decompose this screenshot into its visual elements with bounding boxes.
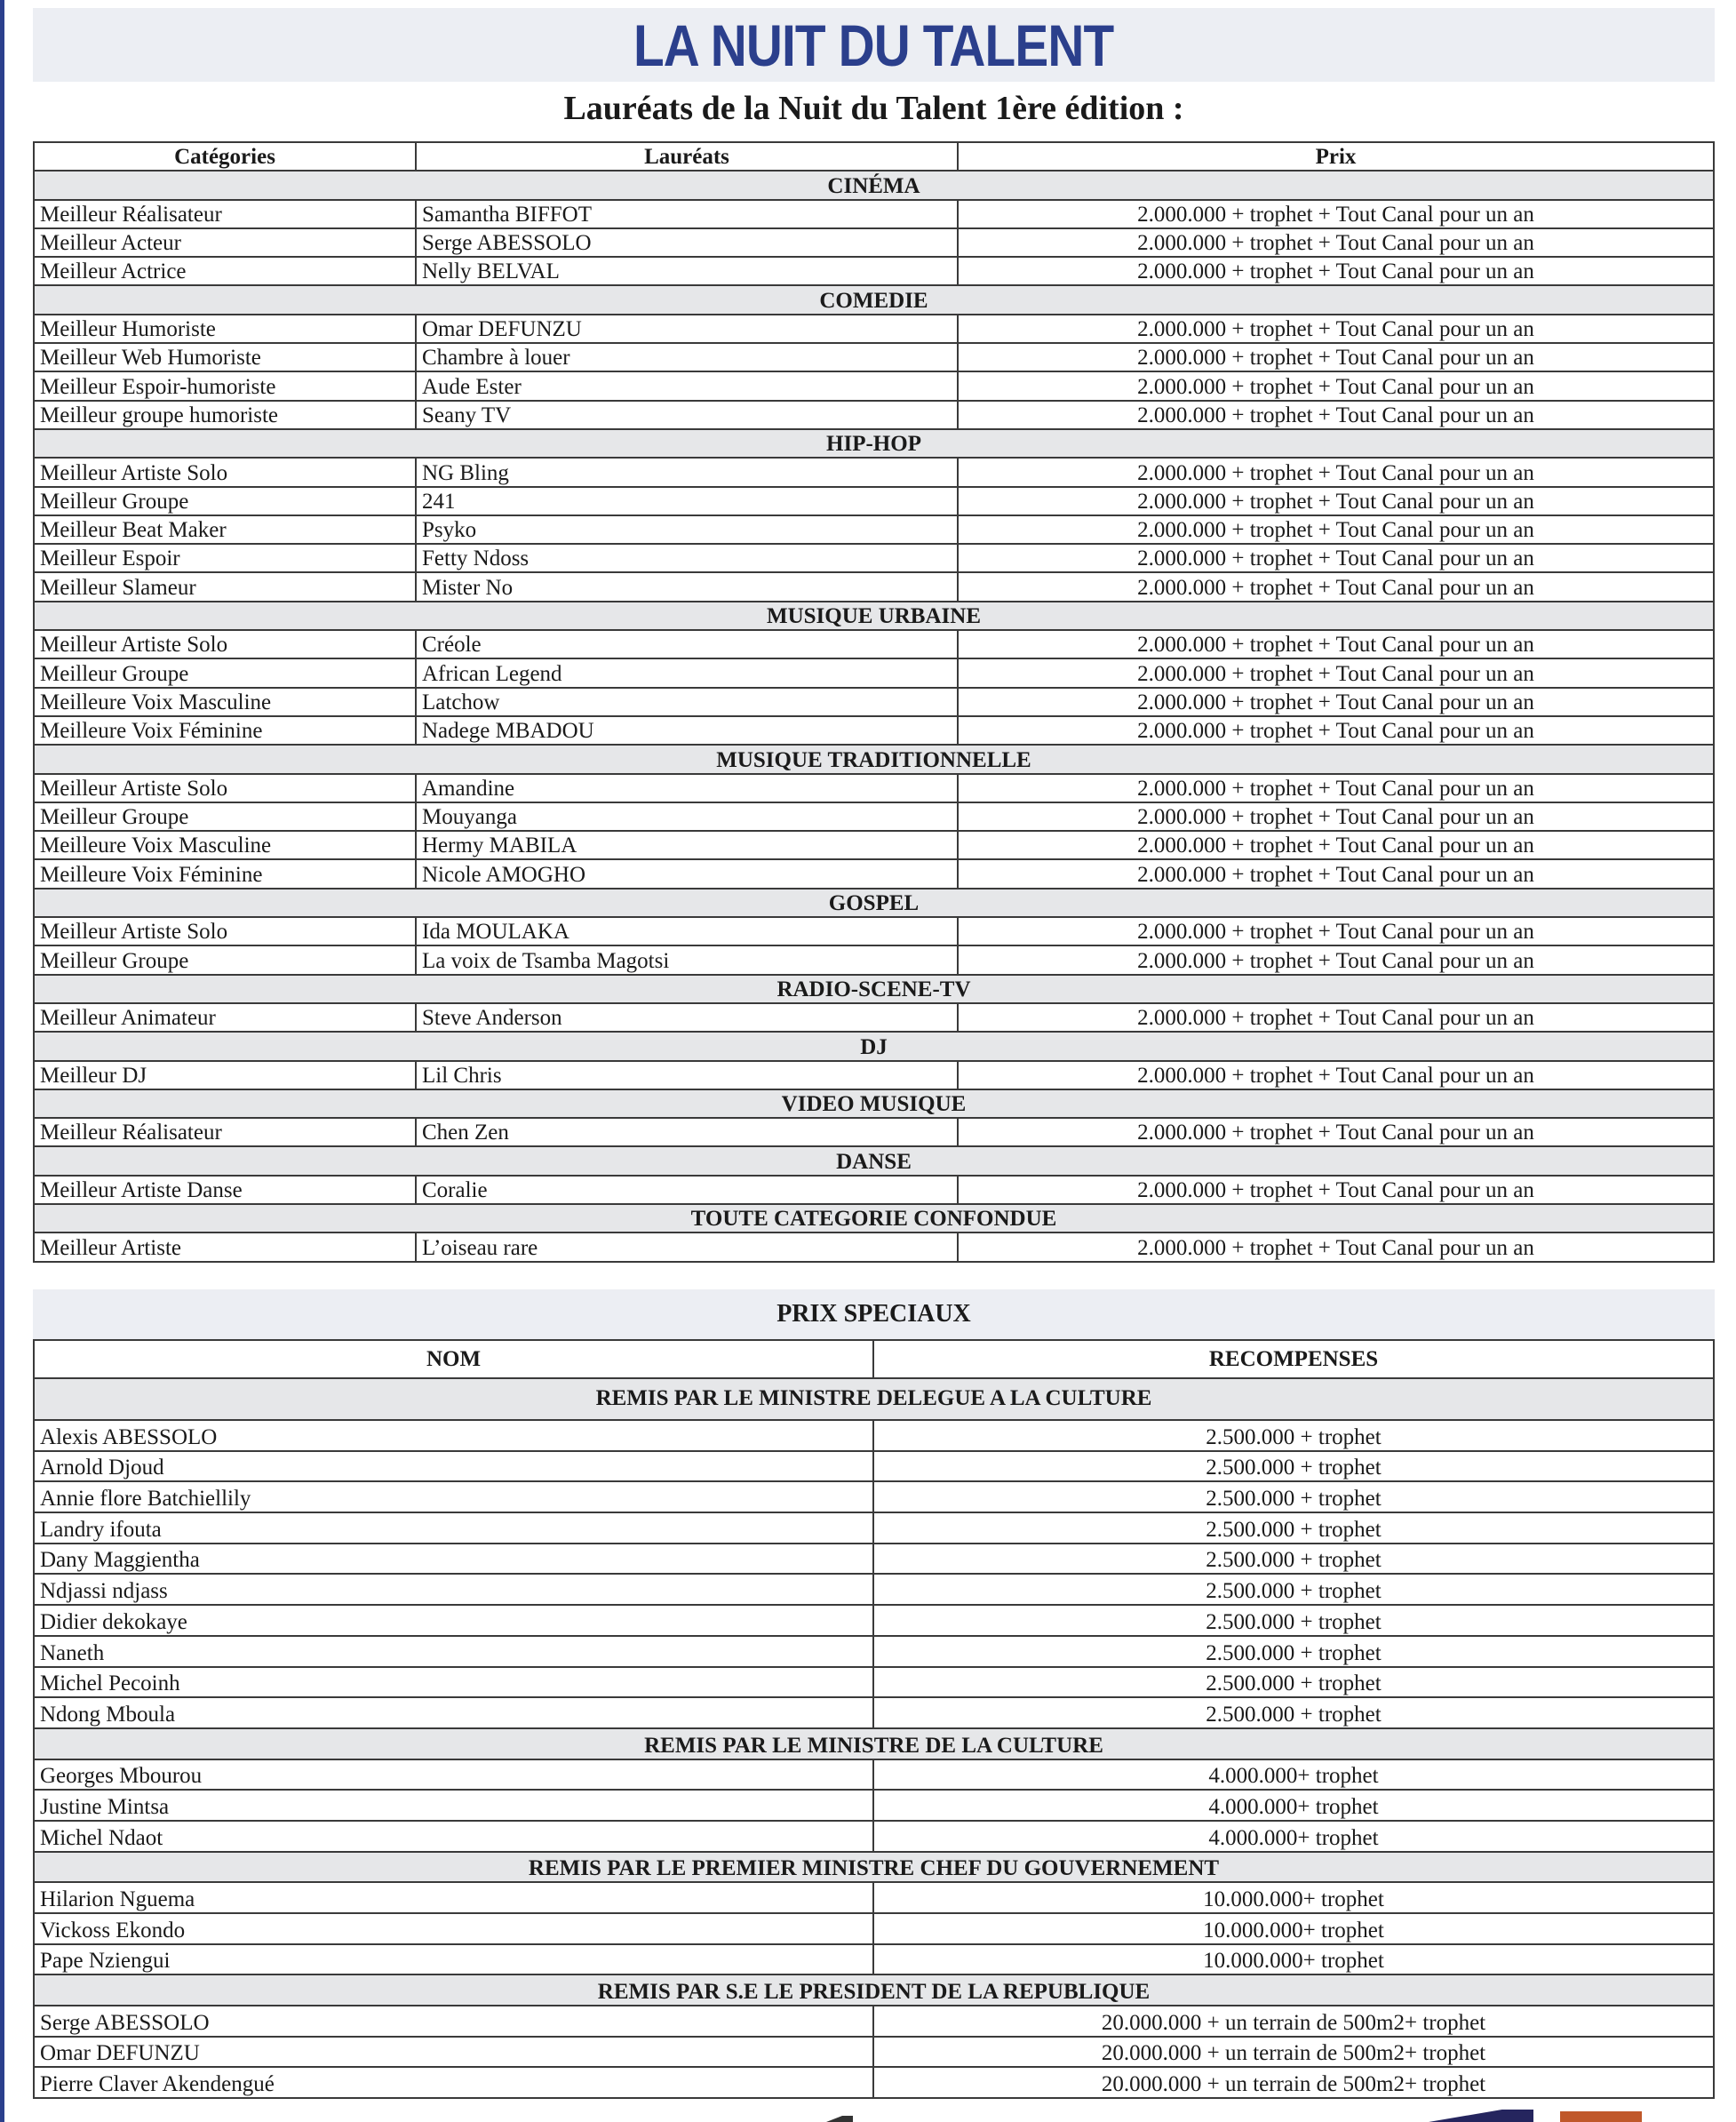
section-row	[34, 1974, 1714, 2006]
table-cell: L’oiseau rare	[416, 1233, 958, 1261]
table-cell: Samantha BIFFOT	[416, 200, 958, 228]
table-row	[34, 688, 1714, 716]
table-row	[34, 831, 1714, 859]
table-cell: Meilleur Humoriste	[34, 315, 416, 343]
table-cell: Serge ABESSOLO	[416, 228, 958, 257]
table-row	[34, 1574, 1714, 1605]
table-row	[34, 2067, 1714, 2098]
table-row	[34, 1003, 1714, 1032]
table-cell: 4.000.000+ trophet	[873, 1759, 1714, 1791]
table-cell: Pierre Claver Akendengué	[34, 2067, 873, 2098]
section-row	[34, 889, 1714, 917]
table-row	[34, 401, 1714, 429]
section-title: DJ	[34, 1032, 1714, 1060]
table-cell: 2.500.000 + trophet	[873, 1451, 1714, 1482]
table-cell: Meilleur Espoir	[34, 544, 416, 572]
table-cell: Annie flore Batchiellily	[34, 1481, 873, 1512]
table-row	[34, 2006, 1714, 2037]
table-row	[34, 200, 1714, 228]
table-row	[34, 315, 1714, 343]
table-cell: 2.000.000 + trophet + Tout Canal pour un an	[958, 315, 1714, 343]
table-cell: 2.000.000 + trophet + Tout Canal pour un an	[958, 1003, 1714, 1032]
table-cell: Psyko	[416, 515, 958, 544]
table-cell: Ida MOULAKA	[416, 917, 958, 945]
section-title: MUSIQUE TRADITIONNELLE	[34, 745, 1714, 773]
table-cell: Nelly BELVAL	[416, 257, 958, 285]
section-title: COMEDIE	[34, 285, 1714, 314]
table-cell: 2.000.000 + trophet + Tout Canal pour un an	[958, 572, 1714, 601]
table-cell: Meilleur Web Humoriste	[34, 343, 416, 371]
table-cell: Meilleur Réalisateur	[34, 200, 416, 228]
table-cell: 2.000.000 + trophet + Tout Canal pour un an	[958, 1118, 1714, 1146]
section-title: TOUTE CATEGORIE CONFONDUE	[34, 1204, 1714, 1233]
table-cell: African Legend	[416, 658, 958, 687]
table-row	[34, 859, 1714, 888]
table-cell: 2.000.000 + trophet + Tout Canal pour un an	[958, 228, 1714, 257]
table-cell: La voix de Tsamba Magotsi	[416, 945, 958, 974]
table-cell: NG Bling	[416, 458, 958, 486]
section-title: REMIS PAR LE MINISTRE DE LA CULTURE	[34, 1728, 1714, 1759]
table-cell: Meilleure Voix Masculine	[34, 831, 416, 859]
table-cell: 2.000.000 + trophet + Tout Canal pour un an	[958, 1061, 1714, 1089]
table-cell: 2.500.000 + trophet	[873, 1697, 1714, 1728]
table-cell: Dany Maggientha	[34, 1544, 873, 1575]
table-row	[34, 658, 1714, 687]
table-cell: 2.000.000 + trophet + Tout Canal pour un an	[958, 688, 1714, 716]
table-cell: Seany TV	[416, 401, 958, 429]
table-cell: 2.000.000 + trophet + Tout Canal pour un an	[958, 515, 1714, 544]
table-cell: Hermy MABILA	[416, 831, 958, 859]
table-cell: Meilleure Voix Féminine	[34, 716, 416, 745]
prix-speciaux-title: PRIX SPECIAUX	[33, 1289, 1715, 1339]
table-cell: 20.000.000 + un terrain de 500m2+ trophet	[873, 2006, 1714, 2037]
table-cell: Meilleur Groupe	[34, 802, 416, 831]
table-row	[34, 1176, 1714, 1204]
table-cell: Meilleure Voix Masculine	[34, 688, 416, 716]
section-title: RADIO-SCENE-TV	[34, 975, 1714, 1003]
table-cell: Meilleur Artiste	[34, 1233, 416, 1261]
table-cell: 20.000.000 + un terrain de 500m2+ trophet	[873, 2067, 1714, 2098]
table-cell: Meilleur Groupe	[34, 945, 416, 974]
table-cell: 2.500.000 + trophet	[873, 1544, 1714, 1575]
table-cell: Meilleur Actrice	[34, 257, 416, 285]
section-title: GOSPEL	[34, 889, 1714, 917]
table-row	[34, 945, 1714, 974]
table-cell: Meilleur Beat Maker	[34, 515, 416, 544]
page-subtitle: Lauréats de la Nuit du Talent 1ère édition :	[563, 90, 1184, 127]
table-cell: 2.000.000 + trophet + Tout Canal pour un an	[958, 802, 1714, 831]
table-cell: 2.500.000 + trophet	[873, 1574, 1714, 1605]
table-row	[34, 1667, 1714, 1698]
table-cell: 2.000.000 + trophet + Tout Canal pour un an	[958, 630, 1714, 658]
header-row	[34, 142, 1714, 171]
section-row	[34, 1728, 1714, 1759]
table-cell: 2.500.000 + trophet	[873, 1512, 1714, 1544]
table-cell: Serge ABESSOLO	[34, 2006, 873, 2037]
table-row	[34, 2037, 1714, 2068]
table-cell: 4.000.000+ trophet	[873, 1790, 1714, 1821]
section-row	[34, 1032, 1714, 1060]
table-cell: 2.500.000 + trophet	[873, 1605, 1714, 1636]
table-row	[34, 343, 1714, 371]
table-row	[34, 802, 1714, 831]
table-cell: Didier dekokaye	[34, 1605, 873, 1636]
table-row	[34, 515, 1714, 544]
table-cell: Coralie	[416, 1176, 958, 1204]
table-row	[34, 257, 1714, 285]
table-cell: Meilleur Animateur	[34, 1003, 416, 1032]
table-cell: Meilleur Artiste Solo	[34, 458, 416, 486]
table-cell: Amandine	[416, 774, 958, 802]
table-cell: Mister No	[416, 572, 958, 601]
table-row	[34, 1061, 1714, 1089]
table-row	[34, 716, 1714, 745]
section-row	[34, 975, 1714, 1003]
table-cell: Meilleur Acteur	[34, 228, 416, 257]
table-cell: 2.500.000 + trophet	[873, 1481, 1714, 1512]
table-row	[34, 1481, 1714, 1512]
section-title: MUSIQUE URBAINE	[34, 602, 1714, 630]
table-row	[34, 1821, 1714, 1852]
table-cell: Landry ifouta	[34, 1512, 873, 1544]
table-cell: Meilleur Artiste Danse	[34, 1176, 416, 1204]
table-row	[34, 458, 1714, 486]
section-title: DANSE	[34, 1146, 1714, 1175]
table-cell: Mouyanga	[416, 802, 958, 831]
table-cell: 10.000.000+ trophet	[873, 1944, 1714, 1975]
table-cell: Fetty Ndoss	[416, 544, 958, 572]
table-cell: Hilarion Nguema	[34, 1882, 873, 1913]
table-cell: 2.000.000 + trophet + Tout Canal pour un an	[958, 774, 1714, 802]
table-row	[34, 544, 1714, 572]
header-row	[34, 1340, 1714, 1378]
table-cell: 2.000.000 + trophet + Tout Canal pour un an	[958, 544, 1714, 572]
table-row	[34, 1118, 1714, 1146]
page-title: LA NUIT DU TALENT	[633, 12, 1114, 78]
table-cell: Michel Ndaot	[34, 1821, 873, 1852]
table-cell: 4.000.000+ trophet	[873, 1821, 1714, 1852]
table-cell: Meilleur Espoir-humoriste	[34, 371, 416, 400]
section-title: CINÉMA	[34, 171, 1714, 199]
table-cell: 2.000.000 + trophet + Tout Canal pour un an	[958, 716, 1714, 745]
section-title: REMIS PAR LE MINISTRE DELEGUE A LA CULTURE	[34, 1378, 1714, 1420]
table-cell: 2.000.000 + trophet + Tout Canal pour un an	[958, 1176, 1714, 1204]
table-cell: Meilleure Voix Féminine	[34, 859, 416, 888]
section-title: REMIS PAR S.E LE PRESIDENT DE LA REPUBLIQUE	[34, 1974, 1714, 2006]
table-row	[34, 1636, 1714, 1667]
table-row	[34, 1790, 1714, 1821]
table-cell: 10.000.000+ trophet	[873, 1913, 1714, 1944]
table-row	[34, 228, 1714, 257]
section-row	[34, 602, 1714, 630]
column-header: NOM	[34, 1340, 873, 1378]
table-cell: Steve Anderson	[416, 1003, 958, 1032]
table-cell: 2.000.000 + trophet + Tout Canal pour un an	[958, 917, 1714, 945]
table-cell: 2.500.000 + trophet	[873, 1667, 1714, 1698]
table-row	[34, 1233, 1714, 1261]
table-row	[34, 1944, 1714, 1975]
decorative-shape	[1429, 2110, 1533, 2122]
table-cell: 2.000.000 + trophet + Tout Canal pour un an	[958, 458, 1714, 486]
laureats-table	[33, 141, 1715, 1263]
table-cell: Omar DEFUNZU	[416, 315, 958, 343]
section-row	[34, 1378, 1714, 1420]
table-row	[34, 1605, 1714, 1636]
table-cell: 2.500.000 + trophet	[873, 1420, 1714, 1451]
table-cell: 20.000.000 + un terrain de 500m2+ trophet	[873, 2037, 1714, 2068]
table-cell: 2.000.000 + trophet + Tout Canal pour un an	[958, 401, 1714, 429]
section-row	[34, 745, 1714, 773]
table-cell: Latchow	[416, 688, 958, 716]
table-cell: Ndjassi ndjass	[34, 1574, 873, 1605]
section-row	[34, 1204, 1714, 1233]
table-cell: Justine Mintsa	[34, 1790, 873, 1821]
table-cell: 2.000.000 + trophet + Tout Canal pour un an	[958, 945, 1714, 974]
table-row	[34, 1697, 1714, 1728]
table-cell: Ndong Mboula	[34, 1697, 873, 1728]
section-title: HIP-HOP	[34, 429, 1714, 458]
table-cell: Nadege MBADOU	[416, 716, 958, 745]
table-cell: 2.000.000 + trophet + Tout Canal pour un an	[958, 487, 1714, 515]
section-title: VIDEO MUSIQUE	[34, 1089, 1714, 1118]
table-row	[34, 1512, 1714, 1544]
table-row	[34, 1913, 1714, 1944]
table-cell: Vickoss Ekondo	[34, 1913, 873, 1944]
section-title: REMIS PAR LE PREMIER MINISTRE CHEF DU GOUVERNEMENT	[34, 1852, 1714, 1883]
table-cell: 2.000.000 + trophet + Tout Canal pour un an	[958, 371, 1714, 400]
table-cell: Meilleur groupe humoriste	[34, 401, 416, 429]
section-row	[34, 285, 1714, 314]
table-cell: Meilleur Artiste Solo	[34, 630, 416, 658]
left-border	[0, 0, 4, 2122]
table-cell: Aude Ester	[416, 371, 958, 400]
table-cell: Meilleur DJ	[34, 1061, 416, 1089]
table-cell: 2.000.000 + trophet + Tout Canal pour un an	[958, 1233, 1714, 1261]
table-row	[34, 572, 1714, 601]
table-cell: Alexis ABESSOLO	[34, 1420, 873, 1451]
table-cell: 241	[416, 487, 958, 515]
decorative-shape	[826, 2116, 853, 2122]
title-banner	[33, 8, 1715, 82]
column-header: Prix	[958, 142, 1714, 171]
table-row	[34, 487, 1714, 515]
table-row	[34, 917, 1714, 945]
table-cell: Meilleur Artiste Solo	[34, 774, 416, 802]
table-cell: Naneth	[34, 1636, 873, 1667]
column-header: Catégories	[34, 142, 416, 171]
table-cell: 2.000.000 + trophet + Tout Canal pour un an	[958, 831, 1714, 859]
section-row	[34, 1089, 1714, 1118]
column-header: RECOMPENSES	[873, 1340, 1714, 1378]
table-row	[34, 1759, 1714, 1791]
decorative-shape	[1560, 2111, 1642, 2122]
table-cell: Nicole AMOGHO	[416, 859, 958, 888]
table-cell: Georges Mbourou	[34, 1759, 873, 1791]
section-row	[34, 1146, 1714, 1175]
table-cell: Meilleur Artiste Solo	[34, 917, 416, 945]
table-cell: Meilleur Groupe	[34, 487, 416, 515]
section-row	[34, 1852, 1714, 1883]
table-cell: Arnold Djoud	[34, 1451, 873, 1482]
prix-speciaux-table	[33, 1339, 1715, 2099]
table-cell: 2.000.000 + trophet + Tout Canal pour un an	[958, 257, 1714, 285]
table-cell: Omar DEFUNZU	[34, 2037, 873, 2068]
table-row	[34, 1544, 1714, 1575]
column-header: Lauréats	[416, 142, 958, 171]
table-cell: Chen Zen	[416, 1118, 958, 1146]
table-cell: 2.000.000 + trophet + Tout Canal pour un an	[958, 200, 1714, 228]
table-cell: Pape Nziengui	[34, 1944, 873, 1975]
table-cell: 2.000.000 + trophet + Tout Canal pour un an	[958, 658, 1714, 687]
table-row	[34, 1451, 1714, 1482]
table-cell: Chambre à louer	[416, 343, 958, 371]
table-cell: Meilleur Réalisateur	[34, 1118, 416, 1146]
table-row	[34, 630, 1714, 658]
table-cell: Michel Pecoinh	[34, 1667, 873, 1698]
table-cell: Créole	[416, 630, 958, 658]
table-cell: Meilleur Slameur	[34, 572, 416, 601]
table-cell: 2.500.000 + trophet	[873, 1636, 1714, 1667]
table-row	[34, 1420, 1714, 1451]
section-row	[34, 171, 1714, 199]
table-cell: Lil Chris	[416, 1061, 958, 1089]
table-row	[34, 774, 1714, 802]
table-cell: 2.000.000 + trophet + Tout Canal pour un an	[958, 859, 1714, 888]
table-row	[34, 1882, 1714, 1913]
table-cell: 10.000.000+ trophet	[873, 1882, 1714, 1913]
table-row	[34, 371, 1714, 400]
section-row	[34, 429, 1714, 458]
table-cell: Meilleur Groupe	[34, 658, 416, 687]
table-cell: 2.000.000 + trophet + Tout Canal pour un an	[958, 343, 1714, 371]
